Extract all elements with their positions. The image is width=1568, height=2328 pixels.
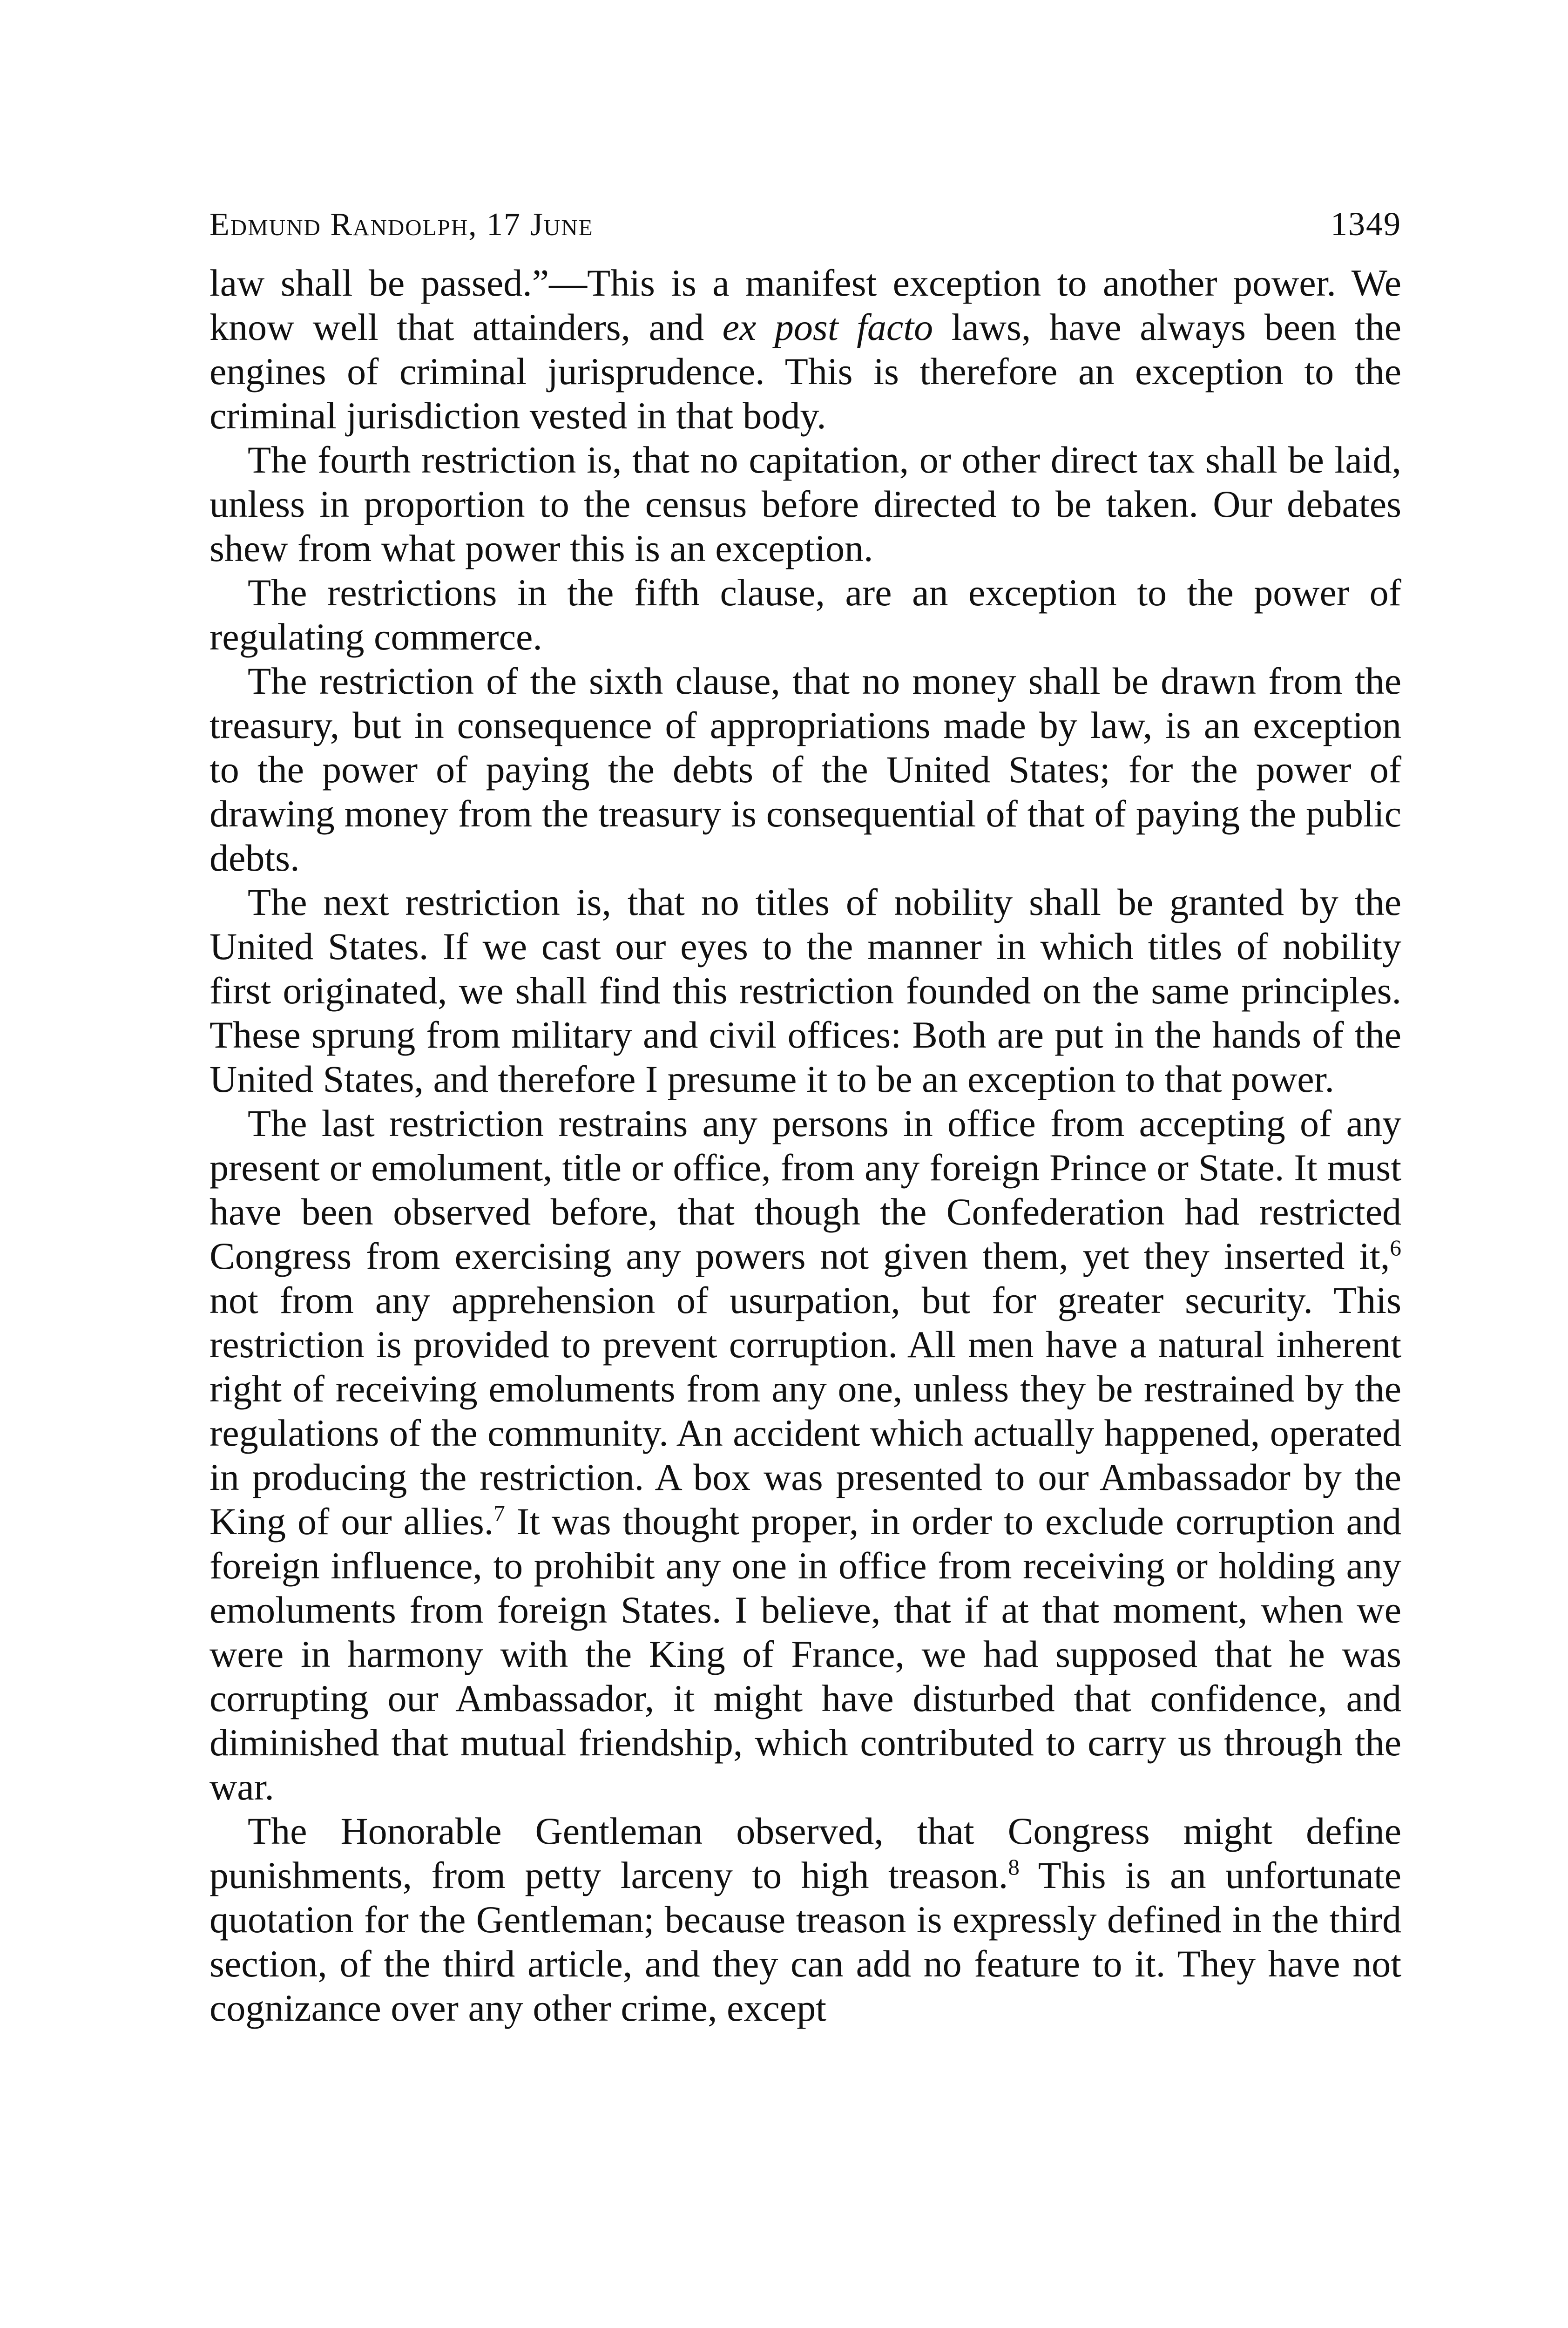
paragraph-3: The restrictions in the fifth clause, are an exception to the power of regulating commerce. <box>210 571 1401 658</box>
body-text <box>210 261 1401 2030</box>
document-page <box>210 205 1401 2030</box>
footnote-ref-7: 7 <box>493 1500 505 1526</box>
paragraph-5: The next restriction is, that no titles of nobility shall be granted by the United States. If we cast our eyes to the manner in which titles of nobility first originated, we shall find this restriction founded on the same principles. These sprung from military and civil offices: Both are put in the hands of the United States, and therefore I presume it to be an exception to that power. <box>210 881 1401 1100</box>
paragraph-6-text-c: It was thought proper, in order to exclude corruption and foreign influence, to prohibit any one in office from receiving or holding any emoluments from foreign States. I believe, that if at that moment, when we were in harmony with the King of France, we had supposed that he was corrupting our Ambassador, it might have disturbed that confidence, and diminished that mutual friendship, which contributed to carry us through the war. <box>210 1500 1401 1808</box>
paragraph-7-text-a: The Honorable Gentleman observed, that Congress might define punishments, from petty larceny to high treason. <box>210 1810 1401 1896</box>
paragraph-6-text-a: The last restriction restrains any persons in office from accepting of any present or emolument, title or office, from any foreign Prince or State. It must have been observed before, that though the Confederation had restricted Congress from exercising any powers not given them, yet they inserted it, <box>210 1102 1401 1277</box>
paragraph-6 <box>210 1101 1401 1809</box>
running-head <box>210 205 1401 261</box>
footnote-ref-6: 6 <box>1390 1235 1401 1261</box>
paragraph-1-text-a: law shall be passed.”—This is a manifest exception to another power. We know well that attainders, and <box>210 262 1401 348</box>
paragraph-4: The restriction of the sixth clause, that no money shall be drawn from the treasury, but in consequence of appropriations made by law, is an exception to the power of paying the debts of the United States; for the power of drawing money from the treasury is consequential of that of paying the public debts. <box>210 660 1401 879</box>
paragraph-1-italic: ex post facto <box>722 306 933 348</box>
paragraph-2: The fourth restriction is, that no capitation, or other direct tax shall be laid, unless in proportion to the census before directed to be taken. Our debates shew from what power this is an exception. <box>210 439 1401 569</box>
paragraph-1 <box>210 261 1401 438</box>
page-number: 1349 <box>1331 205 1401 243</box>
running-title: Edmund Randolph, 17 June <box>210 207 594 243</box>
paragraph-7-text-b: This is an unfortunate quotation for the Gentleman; because treason is expressly defined in the third section, of the third article, and they can add no feature to it. They have not cognizance over any other crime, except <box>210 1854 1401 2029</box>
paragraph-7 <box>210 1809 1401 2030</box>
paragraph-6-text-b: not from any apprehension of usurpation, but for greater security. This restriction is provided to prevent corruption. All men have a natural inherent right of receiving emoluments from any one, unless they be restrained by the regulations of the community. An accident which actually happened, operated in producing the restriction. A box was presented to our Ambassador by the King of our allies. <box>210 1279 1401 1543</box>
paragraph-1-text-b: laws, have always been the engines of criminal jurisprudence. This is therefore an exception to the criminal jurisdiction vested in that body. <box>210 306 1401 437</box>
footnote-ref-8: 8 <box>1008 1854 1020 1880</box>
